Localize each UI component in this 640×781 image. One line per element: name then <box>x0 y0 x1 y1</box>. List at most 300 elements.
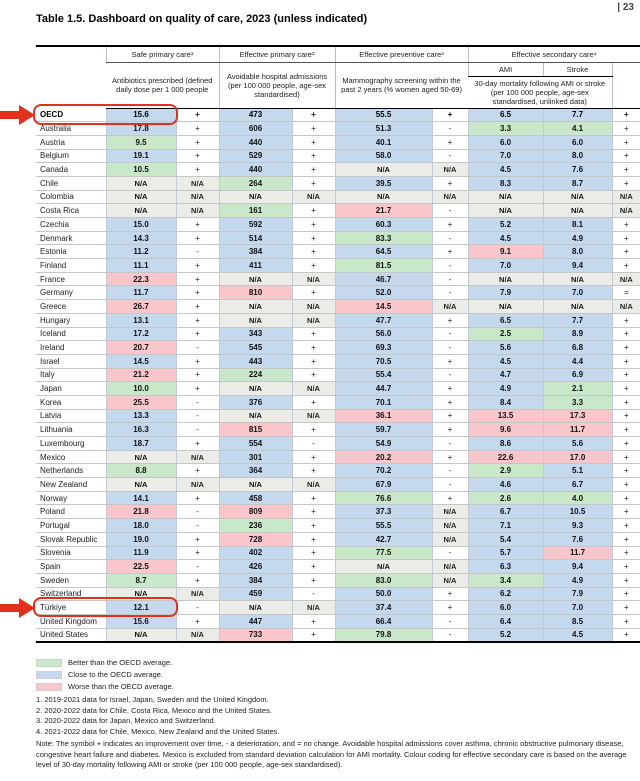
admissions-trend-cell: + <box>292 163 335 177</box>
stroke-value-cell: 6.9 <box>543 368 612 382</box>
legend-swatch-icon <box>36 683 62 691</box>
table-row <box>36 560 640 574</box>
mammography-trend-cell: - <box>432 259 468 273</box>
secondary-trend-cell: + <box>612 245 640 259</box>
table-row <box>36 532 640 546</box>
country-cell: Finland <box>36 259 106 273</box>
mammography-value-cell: 55.5 <box>335 108 432 122</box>
country-cell: Ireland <box>36 341 106 355</box>
admissions-value-cell: 376 <box>219 395 292 409</box>
secondary-trend-cell: + <box>612 587 640 601</box>
table-row <box>36 190 640 204</box>
legend-label: Worse than the OECD average. <box>68 682 174 691</box>
secondary-trend-cell: + <box>612 354 640 368</box>
stroke-value-cell: 9.3 <box>543 519 612 533</box>
table-row <box>36 163 640 177</box>
mammography-trend-cell: - <box>432 272 468 286</box>
mammography-trend-cell: - <box>432 231 468 245</box>
secondary-trend-cell: + <box>612 628 640 642</box>
ami-value-cell: 5.4 <box>468 532 543 546</box>
mammography-value-cell: 60.3 <box>335 218 432 232</box>
footnotes <box>36 695 636 737</box>
stroke-value-cell: 10.5 <box>543 505 612 519</box>
antibiotics-value-cell: N/A <box>106 628 176 642</box>
antibiotics-trend-cell: N/A <box>176 450 219 464</box>
legend-swatch-icon <box>36 671 62 679</box>
ami-value-cell: 4.9 <box>468 382 543 396</box>
ami-value-cell: 9.1 <box>468 245 543 259</box>
mammography-value-cell: 50.0 <box>335 587 432 601</box>
secondary-trend-cell: + <box>612 218 640 232</box>
dashboard-table-wrap <box>36 45 640 643</box>
antibiotics-value-cell: 13.1 <box>106 313 176 327</box>
mammography-value-cell: 70.2 <box>335 464 432 478</box>
stroke-value-cell: 6.7 <box>543 478 612 492</box>
admissions-value-cell: 545 <box>219 341 292 355</box>
secondary-trend-cell: + <box>612 231 640 245</box>
ami-value-cell: 6.7 <box>468 505 543 519</box>
antibiotics-value-cell: 10.0 <box>106 382 176 396</box>
admissions-value-cell: 815 <box>219 423 292 437</box>
mammography-trend-cell: - <box>432 149 468 163</box>
admissions-trend-cell: + <box>292 532 335 546</box>
antibiotics-trend-cell: N/A <box>176 176 219 190</box>
admissions-trend-cell: + <box>292 204 335 218</box>
admissions-trend-cell: + <box>292 573 335 587</box>
mammography-trend-cell: + <box>432 491 468 505</box>
mammography-value-cell: 59.7 <box>335 423 432 437</box>
admissions-value-cell: N/A <box>219 313 292 327</box>
antibiotics-trend-cell: + <box>176 382 219 396</box>
antibiotics-trend-cell: + <box>176 573 219 587</box>
secondary-trend-cell: + <box>612 382 640 396</box>
antibiotics-value-cell: 8.8 <box>106 464 176 478</box>
mammography-value-cell: 77.5 <box>335 546 432 560</box>
secondary-trend-cell: + <box>612 437 640 451</box>
admissions-trend-cell: + <box>292 628 335 642</box>
country-cell: Greece <box>36 300 106 314</box>
antibiotics-value-cell: 15.6 <box>106 108 176 122</box>
mammography-value-cell: 55.5 <box>335 519 432 533</box>
ami-value-cell: 2.9 <box>468 464 543 478</box>
antibiotics-trend-cell: N/A <box>176 190 219 204</box>
table-row <box>36 245 640 259</box>
antibiotics-trend-cell: - <box>176 601 219 615</box>
admissions-trend-cell: + <box>292 614 335 628</box>
mammography-value-cell: 52.0 <box>335 286 432 300</box>
mammography-trend-cell: - <box>432 546 468 560</box>
admissions-trend-cell: + <box>292 505 335 519</box>
country-column-header <box>36 46 106 108</box>
stroke-value-cell: 9.4 <box>543 259 612 273</box>
secondary-trend-cell: + <box>612 313 640 327</box>
table-row <box>36 437 640 451</box>
ami-value-cell: N/A <box>468 300 543 314</box>
secondary-trend-cell: + <box>612 491 640 505</box>
country-cell: Korea <box>36 395 106 409</box>
antibiotics-trend-cell: - <box>176 395 219 409</box>
mammography-trend-cell: - <box>432 286 468 300</box>
admissions-value-cell: 440 <box>219 163 292 177</box>
stroke-value-cell: N/A <box>543 190 612 204</box>
stroke-value-cell: N/A <box>543 204 612 218</box>
antibiotics-value-cell: 17.2 <box>106 327 176 341</box>
secondary-trend-cell: N/A <box>612 272 640 286</box>
secondary-trend-cell: + <box>612 149 640 163</box>
table-row <box>36 519 640 533</box>
ami-value-cell: 4.6 <box>468 478 543 492</box>
secondary-trend-cell: + <box>612 519 640 533</box>
table-row <box>36 135 640 149</box>
mammography-value-cell: 76.6 <box>335 491 432 505</box>
secondary-trend-cell: + <box>612 135 640 149</box>
admissions-value-cell: 161 <box>219 204 292 218</box>
ami-value-cell: 9.6 <box>468 423 543 437</box>
country-cell: Latvia <box>36 409 106 423</box>
stroke-value-cell: 7.7 <box>543 108 612 122</box>
admissions-value-cell: 554 <box>219 437 292 451</box>
antibiotics-trend-cell: N/A <box>176 478 219 492</box>
country-cell: Netherlands <box>36 464 106 478</box>
group-header-effective-primary-care: Effective primary care² <box>219 46 335 62</box>
table-row <box>36 505 640 519</box>
mammography-trend-cell: + <box>432 354 468 368</box>
country-cell: Slovenia <box>36 546 106 560</box>
group-header-effective-preventive-care: Effective preventive care³ <box>335 46 468 62</box>
table-row <box>36 628 640 642</box>
admissions-value-cell: 236 <box>219 519 292 533</box>
admissions-value-cell: 443 <box>219 354 292 368</box>
country-cell: Luxembourg <box>36 437 106 451</box>
mammography-value-cell: 42.7 <box>335 532 432 546</box>
country-cell: Spain <box>36 560 106 574</box>
antibiotics-trend-cell: + <box>176 491 219 505</box>
mammography-trend-cell: + <box>432 409 468 423</box>
admissions-trend-cell: - <box>292 437 335 451</box>
admissions-trend-cell: + <box>292 341 335 355</box>
table-row <box>36 122 640 136</box>
stroke-value-cell: 8.1 <box>543 218 612 232</box>
table-row <box>36 395 640 409</box>
subheader-antibiotics: Antibiotics prescribed (defined daily dose per 1 000 people <box>106 62 219 108</box>
mammography-trend-cell: - <box>432 368 468 382</box>
ami-value-cell: 5.6 <box>468 341 543 355</box>
stroke-value-cell: 4.9 <box>543 231 612 245</box>
secondary-trend-cell: + <box>612 409 640 423</box>
country-cell: Iceland <box>36 327 106 341</box>
ami-value-cell: 4.7 <box>468 368 543 382</box>
stroke-value-cell: 9.4 <box>543 560 612 574</box>
mammography-trend-cell: + <box>432 245 468 259</box>
admissions-value-cell: 473 <box>219 108 292 122</box>
admissions-value-cell: N/A <box>219 409 292 423</box>
mammography-value-cell: 37.4 <box>335 601 432 615</box>
legend-swatch-icon <box>36 659 62 667</box>
table-row <box>36 614 640 628</box>
country-cell: OECD <box>36 108 106 122</box>
legend-item <box>36 669 174 680</box>
admissions-trend-cell: + <box>292 423 335 437</box>
country-cell: Poland <box>36 505 106 519</box>
ami-value-cell: 8.4 <box>468 395 543 409</box>
secondary-trend-cell: + <box>612 505 640 519</box>
antibiotics-trend-cell: + <box>176 122 219 136</box>
admissions-trend-cell: N/A <box>292 300 335 314</box>
antibiotics-value-cell: N/A <box>106 190 176 204</box>
mammography-trend-cell: + <box>432 108 468 122</box>
country-cell: Mexico <box>36 450 106 464</box>
admissions-value-cell: N/A <box>219 382 292 396</box>
country-cell: Switzerland <box>36 587 106 601</box>
ami-value-cell: 6.5 <box>468 108 543 122</box>
stroke-value-cell: 7.6 <box>543 163 612 177</box>
secondary-trend-cell: + <box>612 176 640 190</box>
stroke-value-cell: N/A <box>543 300 612 314</box>
admissions-value-cell: 733 <box>219 628 292 642</box>
admissions-trend-cell: - <box>292 587 335 601</box>
subheader-avoidable-admissions: Avoidable hospital admissions (per 100 000 people, age-sex standardised) <box>219 62 335 108</box>
secondary-trend-cell: + <box>612 108 640 122</box>
stroke-value-cell: 17.3 <box>543 409 612 423</box>
stroke-value-cell: N/A <box>543 272 612 286</box>
antibiotics-value-cell: 16.3 <box>106 423 176 437</box>
antibiotics-value-cell: 10.5 <box>106 163 176 177</box>
secondary-trend-cell: + <box>612 163 640 177</box>
mammography-trend-cell: + <box>432 450 468 464</box>
country-cell: Czechia <box>36 218 106 232</box>
stroke-value-cell: 3.3 <box>543 395 612 409</box>
mammography-value-cell: 81.5 <box>335 259 432 273</box>
country-cell: United States <box>36 628 106 642</box>
antibiotics-trend-cell: + <box>176 354 219 368</box>
country-cell: Costa Rica <box>36 204 106 218</box>
page-number: | 23 <box>617 2 634 13</box>
antibiotics-value-cell: 14.1 <box>106 491 176 505</box>
stroke-value-cell: 4.1 <box>543 122 612 136</box>
admissions-value-cell: 384 <box>219 573 292 587</box>
admissions-value-cell: 426 <box>219 560 292 574</box>
antibiotics-value-cell: 22.5 <box>106 560 176 574</box>
antibiotics-value-cell: N/A <box>106 478 176 492</box>
mammography-value-cell: N/A <box>335 190 432 204</box>
antibiotics-trend-cell: - <box>176 423 219 437</box>
admissions-value-cell: 301 <box>219 450 292 464</box>
stroke-value-cell: 7.6 <box>543 532 612 546</box>
group-header-safe-primary-care: Safe primary care¹ <box>106 46 219 62</box>
admissions-trend-cell: + <box>292 259 335 273</box>
admissions-value-cell: 264 <box>219 176 292 190</box>
mammography-value-cell: 39.5 <box>335 176 432 190</box>
table-row <box>36 478 640 492</box>
ami-value-cell: 4.5 <box>468 231 543 245</box>
antibiotics-value-cell: 18.7 <box>106 437 176 451</box>
mammography-value-cell: 67.9 <box>335 478 432 492</box>
antibiotics-value-cell: 19.1 <box>106 149 176 163</box>
stroke-value-cell: 8.7 <box>543 176 612 190</box>
secondary-trend-cell: + <box>612 546 640 560</box>
mammography-trend-cell: N/A <box>432 573 468 587</box>
mammography-value-cell: 37.3 <box>335 505 432 519</box>
legend-label: Close to the OECD average. <box>68 670 164 679</box>
table-row <box>36 546 640 560</box>
mammography-trend-cell: - <box>432 464 468 478</box>
mammography-trend-cell: - <box>432 204 468 218</box>
table-row <box>36 176 640 190</box>
antibiotics-trend-cell: N/A <box>176 204 219 218</box>
country-cell: Hungary <box>36 313 106 327</box>
mammography-trend-cell: - <box>432 437 468 451</box>
antibiotics-value-cell: 21.8 <box>106 505 176 519</box>
antibiotics-value-cell: 14.5 <box>106 354 176 368</box>
ami-value-cell: 7.1 <box>468 519 543 533</box>
legend-label: Better than the OECD average. <box>68 658 173 667</box>
ami-value-cell: 6.2 <box>468 587 543 601</box>
mammography-trend-cell: N/A <box>432 190 468 204</box>
admissions-trend-cell: + <box>292 176 335 190</box>
legend-item <box>36 657 174 668</box>
antibiotics-trend-cell: N/A <box>176 628 219 642</box>
mammography-trend-cell: + <box>432 218 468 232</box>
secondary-trend-cell: + <box>612 573 640 587</box>
note-text: Note: The symbol + indicates an improvement over time, - a deterioration, and = no change. Avoidable hospital admissions cover asthma, chronic obstructive pulmonary disease, congestive heart failure and diabetes. Mexico is excluded from standard deviation calculation for AMI mortality. Colour coding for effective secondary care is based on the average level of 30-day mortality following AMI or stroke (per 100 000 people, age-sex standardised). <box>36 739 627 769</box>
mammography-value-cell: 40.1 <box>335 135 432 149</box>
ami-value-cell: 8.3 <box>468 176 543 190</box>
ami-value-cell: 6.4 <box>468 614 543 628</box>
table-row <box>36 382 640 396</box>
table-row <box>36 108 640 122</box>
admissions-value-cell: 440 <box>219 135 292 149</box>
ami-value-cell: 6.3 <box>468 560 543 574</box>
mammography-value-cell: 55.4 <box>335 368 432 382</box>
mammography-trend-cell: - <box>432 341 468 355</box>
antibiotics-value-cell: 11.7 <box>106 286 176 300</box>
table-row <box>36 601 640 615</box>
ami-value-cell: 4.5 <box>468 354 543 368</box>
stroke-value-cell: 7.0 <box>543 286 612 300</box>
country-cell: Portugal <box>36 519 106 533</box>
admissions-trend-cell: + <box>292 464 335 478</box>
mammography-value-cell: 79.8 <box>335 628 432 642</box>
secondary-trend-cell: + <box>612 601 640 615</box>
stroke-value-cell: 6.0 <box>543 135 612 149</box>
mammography-trend-cell: - <box>432 327 468 341</box>
antibiotics-trend-cell: + <box>176 108 219 122</box>
table-title: Table 1.5. Dashboard on quality of care, 2023 (unless indicated) <box>36 13 368 25</box>
admissions-value-cell: N/A <box>219 601 292 615</box>
secondary-trend-cell: + <box>612 464 640 478</box>
antibiotics-trend-cell: + <box>176 231 219 245</box>
antibiotics-value-cell: 11.1 <box>106 259 176 273</box>
stroke-value-cell: 7.9 <box>543 587 612 601</box>
country-cell: Austria <box>36 135 106 149</box>
antibiotics-value-cell: 21.2 <box>106 368 176 382</box>
mammography-value-cell: 58.0 <box>335 149 432 163</box>
stroke-value-cell: 8.5 <box>543 614 612 628</box>
ami-value-cell: 22.6 <box>468 450 543 464</box>
stroke-value-cell: 7.7 <box>543 313 612 327</box>
antibiotics-trend-cell: - <box>176 505 219 519</box>
table-row <box>36 573 640 587</box>
country-cell: Sweden <box>36 573 106 587</box>
mammography-trend-cell: + <box>432 395 468 409</box>
table-row <box>36 231 640 245</box>
admissions-trend-cell: + <box>292 245 335 259</box>
ami-value-cell: 13.5 <box>468 409 543 423</box>
ami-value-cell: 5.2 <box>468 218 543 232</box>
secondary-trend-cell: + <box>612 560 640 574</box>
admissions-value-cell: 343 <box>219 327 292 341</box>
antibiotics-trend-cell: + <box>176 259 219 273</box>
antibiotics-value-cell: N/A <box>106 450 176 464</box>
antibiotics-trend-cell: + <box>176 218 219 232</box>
table-row <box>36 341 640 355</box>
ami-value-cell: 3.3 <box>468 122 543 136</box>
mammography-value-cell: 66.4 <box>335 614 432 628</box>
antibiotics-value-cell: 11.9 <box>106 546 176 560</box>
admissions-value-cell: 514 <box>219 231 292 245</box>
mammography-trend-cell: + <box>432 423 468 437</box>
footnote-line: 4. 2021-2022 data for Chile, Mexico, New Zealand and the United States. <box>36 726 280 736</box>
table-row <box>36 204 640 218</box>
mammography-value-cell: 83.0 <box>335 573 432 587</box>
antibiotics-trend-cell: - <box>176 341 219 355</box>
antibiotics-trend-cell: + <box>176 532 219 546</box>
color-legend <box>36 657 174 693</box>
country-cell: United Kingdom <box>36 614 106 628</box>
mammography-value-cell: N/A <box>335 560 432 574</box>
antibiotics-value-cell: 11.2 <box>106 245 176 259</box>
admissions-value-cell: 728 <box>219 532 292 546</box>
mammography-trend-cell: N/A <box>432 519 468 533</box>
stroke-value-cell: 8.9 <box>543 327 612 341</box>
table-row <box>36 300 640 314</box>
stroke-value-cell: 4.5 <box>543 628 612 642</box>
admissions-value-cell: 402 <box>219 546 292 560</box>
subheader-secondary-trend <box>612 62 640 108</box>
secondary-trend-cell: + <box>612 395 640 409</box>
admissions-value-cell: N/A <box>219 478 292 492</box>
country-cell: Slovak Republic <box>36 532 106 546</box>
mammography-value-cell: 70.5 <box>335 354 432 368</box>
table-body <box>36 108 640 642</box>
antibiotics-value-cell: 15.6 <box>106 614 176 628</box>
stroke-value-cell: 11.7 <box>543 423 612 437</box>
admissions-trend-cell: + <box>292 450 335 464</box>
mammography-value-cell: 44.7 <box>335 382 432 396</box>
subheader-stroke: Stroke <box>543 62 612 76</box>
mammography-value-cell: 51.3 <box>335 122 432 136</box>
stroke-value-cell: 4.9 <box>543 573 612 587</box>
table-row <box>36 423 640 437</box>
table-row <box>36 327 640 341</box>
secondary-trend-cell: + <box>612 450 640 464</box>
antibiotics-value-cell: N/A <box>106 176 176 190</box>
admissions-trend-cell: + <box>292 218 335 232</box>
antibiotics-trend-cell: + <box>176 327 219 341</box>
country-cell: France <box>36 272 106 286</box>
admissions-value-cell: 809 <box>219 505 292 519</box>
mammography-value-cell: 46.7 <box>335 272 432 286</box>
stroke-value-cell: 5.1 <box>543 464 612 478</box>
admissions-value-cell: 224 <box>219 368 292 382</box>
footnote-line: 2. 2020-2022 data for Chile, Costa Rica, Mexico and the United States. <box>36 705 272 715</box>
mammography-trend-cell: - <box>432 614 468 628</box>
stroke-value-cell: 8.0 <box>543 245 612 259</box>
ami-value-cell: 7.0 <box>468 259 543 273</box>
country-cell: Australia <box>36 122 106 136</box>
antibiotics-trend-cell: + <box>176 300 219 314</box>
mammography-trend-cell: N/A <box>432 532 468 546</box>
